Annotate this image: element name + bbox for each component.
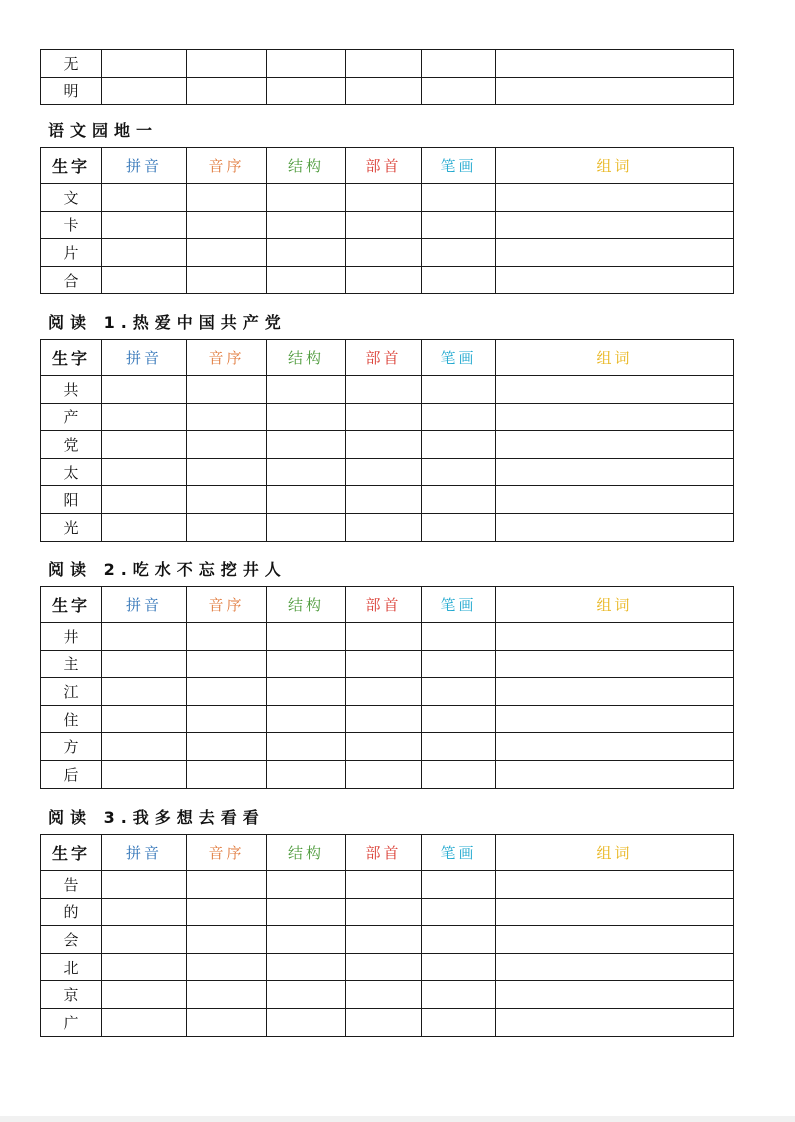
blank-answer-cell[interactable] bbox=[102, 431, 187, 459]
section-title: 阅读 3.我多想去看看 bbox=[48, 808, 265, 827]
blank-answer-cell[interactable] bbox=[102, 50, 187, 78]
character-cell: 产 bbox=[41, 403, 102, 431]
character-cell: 京 bbox=[41, 981, 102, 1009]
blank-answer-cell[interactable] bbox=[102, 871, 187, 899]
character-cell: 党 bbox=[41, 431, 102, 459]
character-cell: 主 bbox=[41, 650, 102, 678]
blank-answer-cell[interactable] bbox=[187, 926, 267, 954]
blank-answer-cell[interactable] bbox=[422, 239, 496, 267]
blank-answer-cell[interactable] bbox=[187, 458, 267, 486]
blank-answer-cell[interactable] bbox=[496, 953, 734, 981]
blank-answer-cell[interactable] bbox=[102, 623, 187, 651]
column-header: 音序 bbox=[187, 340, 267, 376]
column-header: 音序 bbox=[187, 148, 267, 184]
blank-answer-cell[interactable] bbox=[187, 211, 267, 239]
blank-answer-cell[interactable] bbox=[346, 953, 422, 981]
blank-answer-cell[interactable] bbox=[346, 211, 422, 239]
blank-answer-cell[interactable] bbox=[422, 376, 496, 404]
blank-answer-cell[interactable] bbox=[102, 184, 187, 212]
table-row bbox=[41, 678, 734, 706]
blank-answer-cell[interactable] bbox=[496, 403, 734, 431]
blank-answer-cell[interactable] bbox=[496, 486, 734, 514]
blank-answer-cell[interactable] bbox=[422, 623, 496, 651]
table-row bbox=[41, 376, 734, 404]
blank-answer-cell[interactable] bbox=[346, 458, 422, 486]
blank-answer-cell[interactable] bbox=[187, 403, 267, 431]
character-cell: 方 bbox=[41, 733, 102, 761]
blank-answer-cell[interactable] bbox=[187, 1008, 267, 1036]
blank-answer-cell[interactable] bbox=[422, 678, 496, 706]
column-header: 组词 bbox=[496, 835, 734, 871]
blank-answer-cell[interactable] bbox=[496, 458, 734, 486]
blank-answer-cell[interactable] bbox=[422, 650, 496, 678]
character-cell: 后 bbox=[41, 760, 102, 788]
blank-answer-cell[interactable] bbox=[496, 898, 734, 926]
blank-answer-cell[interactable] bbox=[102, 239, 187, 267]
table-row bbox=[41, 1008, 734, 1036]
column-header: 组词 bbox=[496, 587, 734, 623]
blank-answer-cell[interactable] bbox=[422, 77, 496, 105]
table-header-row bbox=[41, 835, 734, 871]
blank-answer-cell[interactable] bbox=[187, 431, 267, 459]
section-title: 阅读 2.吃水不忘挖井人 bbox=[48, 560, 287, 579]
table-row bbox=[41, 50, 734, 78]
character-table bbox=[40, 834, 734, 1037]
blank-answer-cell[interactable] bbox=[187, 184, 267, 212]
table-row bbox=[41, 650, 734, 678]
blank-answer-cell[interactable] bbox=[496, 77, 734, 105]
blank-answer-cell[interactable] bbox=[346, 403, 422, 431]
blank-answer-cell[interactable] bbox=[267, 77, 346, 105]
page-bottom-edge bbox=[0, 1116, 795, 1122]
blank-answer-cell[interactable] bbox=[346, 184, 422, 212]
blank-answer-cell[interactable] bbox=[422, 705, 496, 733]
blank-answer-cell[interactable] bbox=[267, 678, 346, 706]
table-row bbox=[41, 981, 734, 1009]
blank-answer-cell[interactable] bbox=[346, 486, 422, 514]
blank-answer-cell[interactable] bbox=[102, 376, 187, 404]
blank-answer-cell[interactable] bbox=[346, 239, 422, 267]
character-cell: 阳 bbox=[41, 486, 102, 514]
blank-answer-cell[interactable] bbox=[102, 953, 187, 981]
blank-answer-cell[interactable] bbox=[267, 50, 346, 78]
character-table bbox=[40, 586, 734, 789]
blank-answer-cell[interactable] bbox=[267, 376, 346, 404]
column-header: 音序 bbox=[187, 835, 267, 871]
column-header: 部首 bbox=[346, 835, 422, 871]
character-table bbox=[40, 49, 734, 105]
character-cell: 太 bbox=[41, 458, 102, 486]
blank-answer-cell[interactable] bbox=[346, 376, 422, 404]
character-cell: 广 bbox=[41, 1008, 102, 1036]
blank-answer-cell[interactable] bbox=[102, 733, 187, 761]
blank-answer-cell[interactable] bbox=[267, 623, 346, 651]
blank-answer-cell[interactable] bbox=[267, 403, 346, 431]
character-cell: 无 bbox=[41, 50, 102, 78]
blank-answer-cell[interactable] bbox=[267, 184, 346, 212]
blank-answer-cell[interactable] bbox=[422, 211, 496, 239]
blank-answer-cell[interactable] bbox=[346, 926, 422, 954]
column-header: 部首 bbox=[346, 148, 422, 184]
blank-answer-cell[interactable] bbox=[102, 266, 187, 294]
blank-answer-cell[interactable] bbox=[102, 705, 187, 733]
column-header: 拼音 bbox=[102, 340, 187, 376]
blank-answer-cell[interactable] bbox=[267, 1008, 346, 1036]
blank-answer-cell[interactable] bbox=[267, 458, 346, 486]
column-header: 生字 bbox=[41, 587, 102, 623]
blank-answer-cell[interactable] bbox=[102, 211, 187, 239]
blank-answer-cell[interactable] bbox=[422, 953, 496, 981]
table-row bbox=[41, 266, 734, 294]
character-cell: 告 bbox=[41, 871, 102, 899]
blank-answer-cell[interactable] bbox=[496, 266, 734, 294]
table-row bbox=[41, 77, 734, 105]
character-cell: 北 bbox=[41, 953, 102, 981]
blank-answer-cell[interactable] bbox=[422, 981, 496, 1009]
blank-answer-cell[interactable] bbox=[422, 760, 496, 788]
blank-answer-cell[interactable] bbox=[496, 871, 734, 899]
table-header-row bbox=[41, 148, 734, 184]
blank-answer-cell[interactable] bbox=[267, 871, 346, 899]
blank-answer-cell[interactable] bbox=[102, 678, 187, 706]
blank-answer-cell[interactable] bbox=[496, 926, 734, 954]
blank-answer-cell[interactable] bbox=[102, 486, 187, 514]
blank-answer-cell[interactable] bbox=[102, 760, 187, 788]
blank-answer-cell[interactable] bbox=[187, 266, 267, 294]
blank-answer-cell[interactable] bbox=[267, 266, 346, 294]
blank-answer-cell[interactable] bbox=[187, 760, 267, 788]
blank-answer-cell[interactable] bbox=[102, 403, 187, 431]
blank-answer-cell[interactable] bbox=[267, 239, 346, 267]
blank-answer-cell[interactable] bbox=[187, 486, 267, 514]
blank-answer-cell[interactable] bbox=[422, 403, 496, 431]
character-cell: 光 bbox=[41, 513, 102, 541]
blank-answer-cell[interactable] bbox=[102, 77, 187, 105]
blank-answer-cell[interactable] bbox=[346, 981, 422, 1009]
blank-answer-cell[interactable] bbox=[102, 1008, 187, 1036]
column-header: 笔画 bbox=[422, 587, 496, 623]
blank-answer-cell[interactable] bbox=[422, 898, 496, 926]
character-cell: 明 bbox=[41, 77, 102, 105]
blank-answer-cell[interactable] bbox=[496, 431, 734, 459]
character-cell: 住 bbox=[41, 705, 102, 733]
character-cell: 的 bbox=[41, 898, 102, 926]
column-header: 拼音 bbox=[102, 835, 187, 871]
table-row bbox=[41, 184, 734, 212]
blank-answer-cell[interactable] bbox=[187, 513, 267, 541]
blank-answer-cell[interactable] bbox=[187, 733, 267, 761]
blank-answer-cell[interactable] bbox=[422, 50, 496, 78]
blank-answer-cell[interactable] bbox=[102, 650, 187, 678]
blank-answer-cell[interactable] bbox=[422, 486, 496, 514]
blank-answer-cell[interactable] bbox=[187, 871, 267, 899]
character-cell: 会 bbox=[41, 926, 102, 954]
table-row bbox=[41, 431, 734, 459]
column-header: 生字 bbox=[41, 148, 102, 184]
blank-answer-cell[interactable] bbox=[346, 513, 422, 541]
blank-answer-cell[interactable] bbox=[422, 1008, 496, 1036]
blank-answer-cell[interactable] bbox=[496, 623, 734, 651]
blank-answer-cell[interactable] bbox=[496, 650, 734, 678]
character-cell: 井 bbox=[41, 623, 102, 651]
blank-answer-cell[interactable] bbox=[267, 898, 346, 926]
table-row bbox=[41, 239, 734, 267]
blank-answer-cell[interactable] bbox=[102, 981, 187, 1009]
character-cell: 片 bbox=[41, 239, 102, 267]
table-row bbox=[41, 953, 734, 981]
blank-answer-cell[interactable] bbox=[422, 458, 496, 486]
blank-answer-cell[interactable] bbox=[496, 211, 734, 239]
character-cell: 文 bbox=[41, 184, 102, 212]
blank-answer-cell[interactable] bbox=[422, 513, 496, 541]
column-header: 结构 bbox=[267, 835, 346, 871]
blank-answer-cell[interactable] bbox=[267, 926, 346, 954]
column-header: 部首 bbox=[346, 340, 422, 376]
table-row bbox=[41, 458, 734, 486]
character-table bbox=[40, 147, 734, 294]
blank-answer-cell[interactable] bbox=[422, 184, 496, 212]
blank-answer-cell[interactable] bbox=[267, 981, 346, 1009]
table-row bbox=[41, 705, 734, 733]
character-cell: 合 bbox=[41, 266, 102, 294]
blank-answer-cell[interactable] bbox=[187, 705, 267, 733]
blank-answer-cell[interactable] bbox=[346, 733, 422, 761]
blank-answer-cell[interactable] bbox=[346, 266, 422, 294]
column-header: 笔画 bbox=[422, 835, 496, 871]
table-row bbox=[41, 733, 734, 761]
column-header: 结构 bbox=[267, 587, 346, 623]
blank-answer-cell[interactable] bbox=[346, 1008, 422, 1036]
blank-answer-cell[interactable] bbox=[496, 705, 734, 733]
blank-answer-cell[interactable] bbox=[267, 953, 346, 981]
blank-answer-cell[interactable] bbox=[346, 50, 422, 78]
blank-answer-cell[interactable] bbox=[187, 376, 267, 404]
blank-answer-cell[interactable] bbox=[496, 733, 734, 761]
blank-answer-cell[interactable] bbox=[267, 650, 346, 678]
blank-answer-cell[interactable] bbox=[496, 184, 734, 212]
blank-answer-cell[interactable] bbox=[187, 77, 267, 105]
blank-answer-cell[interactable] bbox=[267, 211, 346, 239]
table-header-row bbox=[41, 340, 734, 376]
column-header: 生字 bbox=[41, 835, 102, 871]
table-row bbox=[41, 403, 734, 431]
blank-answer-cell[interactable] bbox=[346, 650, 422, 678]
blank-answer-cell[interactable] bbox=[496, 678, 734, 706]
table-row bbox=[41, 871, 734, 899]
blank-answer-cell[interactable] bbox=[496, 1008, 734, 1036]
table-row bbox=[41, 486, 734, 514]
column-header: 部首 bbox=[346, 587, 422, 623]
blank-answer-cell[interactable] bbox=[422, 871, 496, 899]
blank-answer-cell[interactable] bbox=[102, 926, 187, 954]
column-header: 组词 bbox=[496, 340, 734, 376]
blank-answer-cell[interactable] bbox=[496, 50, 734, 78]
column-header: 笔画 bbox=[422, 340, 496, 376]
blank-answer-cell[interactable] bbox=[187, 623, 267, 651]
blank-answer-cell[interactable] bbox=[346, 623, 422, 651]
blank-answer-cell[interactable] bbox=[422, 431, 496, 459]
blank-answer-cell[interactable] bbox=[267, 513, 346, 541]
character-table bbox=[40, 339, 734, 542]
blank-answer-cell[interactable] bbox=[102, 513, 187, 541]
table-row bbox=[41, 898, 734, 926]
table-header-row bbox=[41, 587, 734, 623]
section-title: 阅读 1.热爱中国共产党 bbox=[48, 313, 287, 332]
blank-answer-cell[interactable] bbox=[346, 871, 422, 899]
blank-answer-cell[interactable] bbox=[496, 239, 734, 267]
blank-answer-cell[interactable] bbox=[346, 678, 422, 706]
character-cell: 江 bbox=[41, 678, 102, 706]
blank-answer-cell[interactable] bbox=[187, 898, 267, 926]
blank-answer-cell[interactable] bbox=[267, 705, 346, 733]
table-row bbox=[41, 760, 734, 788]
blank-answer-cell[interactable] bbox=[346, 760, 422, 788]
column-header: 音序 bbox=[187, 587, 267, 623]
character-cell: 卡 bbox=[41, 211, 102, 239]
blank-answer-cell[interactable] bbox=[267, 431, 346, 459]
blank-answer-cell[interactable] bbox=[267, 760, 346, 788]
blank-answer-cell[interactable] bbox=[346, 77, 422, 105]
character-cell: 共 bbox=[41, 376, 102, 404]
blank-answer-cell[interactable] bbox=[422, 266, 496, 294]
blank-answer-cell[interactable] bbox=[422, 733, 496, 761]
column-header: 拼音 bbox=[102, 587, 187, 623]
table-row bbox=[41, 926, 734, 954]
blank-answer-cell[interactable] bbox=[496, 376, 734, 404]
column-header: 生字 bbox=[41, 340, 102, 376]
blank-answer-cell[interactable] bbox=[187, 650, 267, 678]
column-header: 组词 bbox=[496, 148, 734, 184]
blank-answer-cell[interactable] bbox=[346, 898, 422, 926]
blank-answer-cell[interactable] bbox=[102, 458, 187, 486]
blank-answer-cell[interactable] bbox=[496, 513, 734, 541]
blank-answer-cell[interactable] bbox=[187, 981, 267, 1009]
blank-answer-cell[interactable] bbox=[496, 760, 734, 788]
blank-answer-cell[interactable] bbox=[187, 953, 267, 981]
column-header: 结构 bbox=[267, 148, 346, 184]
blank-answer-cell[interactable] bbox=[267, 486, 346, 514]
blank-answer-cell[interactable] bbox=[496, 981, 734, 1009]
blank-answer-cell[interactable] bbox=[346, 431, 422, 459]
table-row bbox=[41, 623, 734, 651]
blank-answer-cell[interactable] bbox=[102, 898, 187, 926]
blank-answer-cell[interactable] bbox=[422, 926, 496, 954]
blank-answer-cell[interactable] bbox=[187, 239, 267, 267]
section-title: 语文园地一 bbox=[48, 121, 159, 140]
column-header: 拼音 bbox=[102, 148, 187, 184]
column-header: 笔画 bbox=[422, 148, 496, 184]
blank-answer-cell[interactable] bbox=[346, 705, 422, 733]
blank-answer-cell[interactable] bbox=[187, 678, 267, 706]
table-row bbox=[41, 513, 734, 541]
table-row bbox=[41, 211, 734, 239]
blank-answer-cell[interactable] bbox=[187, 50, 267, 78]
column-header: 结构 bbox=[267, 340, 346, 376]
blank-answer-cell[interactable] bbox=[267, 733, 346, 761]
